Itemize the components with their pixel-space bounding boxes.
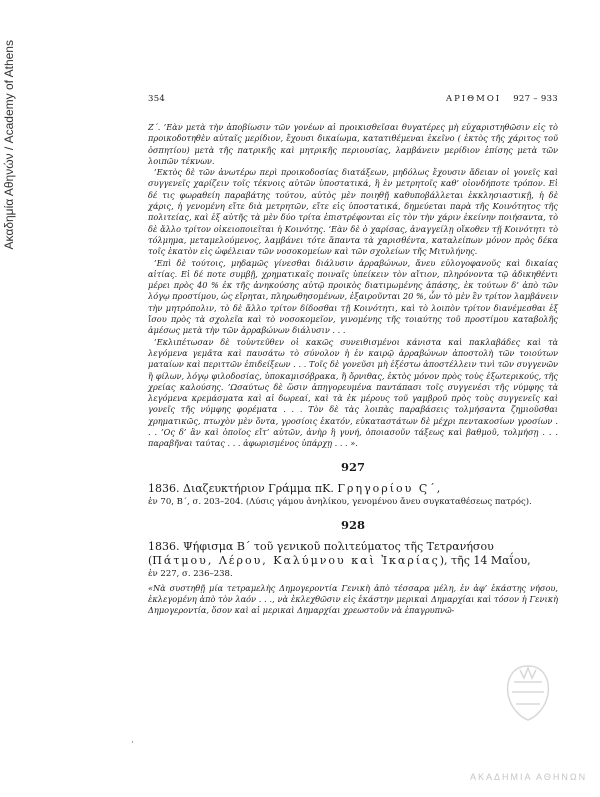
paragraph: ’Επὶ δὲ τούτοις, μηδαμῶς γίνεσθαι διάλυσιν ἀρραβώνων, ἄνευ εὐλογοφανοῦς καὶ δικαίας αἰτίας. Εἰ δέ ποτε συμβῇ, χρηματικαῖς ποιναῖς ὑπείκειν τὸν αἴτιον, πληρόνοντα τῷ ἀδικηθέντι μέρει πρὸς 40 % ἐκ τῆς ἀνηκούσης αὐτῷ προικὸς διατιμωμένης ἁπάσης, ἐκ τούτων δ’ ἀπὸ τῶν λόγῳ προστίμου, ὡς εἴρηται, πληρωθησομένων, ἐξαιροῦνται 20 %, ὧν τὸ μὲν ἓν τρίτον λαμβάνειν τὴν μητρόπολιν, τὸ δὲ ἄλλο τρίτον δίδοσθαι τῇ Κοινότητι, καὶ τὸ λοιπὸν τρίτον διανέμεσθαι ἐξ ἴσου πρὸς τὰ σχολεῖα καὶ τὸ νοσοκομεῖον, γινομένης τῆς τοιαύτης τοῦ προστίμου καταβολῆς ἀμέσως μετὰ τὴν τῶν ἀρραβώνων διάλυσιν . . . — [148, 257, 558, 336]
running-range: 927 – 933 — [513, 94, 558, 104]
archive-side-label: Ακαδημία Αθηνών / Academy of Athens — [2, 40, 16, 250]
entry-source: ἐν 227, σ. 236–238. — [148, 568, 233, 579]
watermark-text: ΑΚΑΔΗΜΙΑ ΑΘΗΝΩΝ — [470, 772, 588, 782]
entry-number-928: 928 — [340, 517, 365, 532]
page-number: 354 — [148, 94, 166, 104]
entry-title-spaced: Πάτμου, Λέρου, Καλύμνου καὶ Ἰκαρίας — [152, 553, 440, 567]
entry-year: 1836. — [148, 481, 180, 495]
entry-number-927: 927 — [340, 459, 365, 474]
entry-title: Ψήφισμα Β΄ τοῦ γενικοῦ πολιτεύματος τῆς Τετρανήσου ( — [148, 539, 494, 567]
entry-heading-927 — [148, 482, 558, 496]
margin-mark: · — [131, 738, 134, 748]
entry-quote: «Νὰ συστηθῇ μία τετραμελὴς Δημογεροντία Γενικὴ ἀπὸ τέσσαρα μέλη, ἐν ἀφ’ ἑκάστης νήσου, ἐκλεγομένη ἀπὸ τὸν λαόν . . ., νὰ ἐκλεχθῶσιν εἰς ἑκάστην μερικαὶ Δημαρχίαι καὶ τόσον ἡ Γενικὴ Δημογεροντία, ὅσον καὶ αἱ μερικαὶ Δημαρχίαι χρεωστοῦν νὰ ἐπαγρυπνῶ- — [148, 582, 558, 616]
paragraph: ’Εκτὸς δὲ τῶν ἀνωτέρω περὶ προικοδοσίας διατάξεων, μηδόλως ἔχουσιν ἄδειαν οἱ γονεῖς καὶ συγγενεῖς χαρίζειν τοῖς τέκνοις αὐτῶν ὑποστατικά, ἢ ἐν μετρητοῖς καθ’ οἱονδήποτε τρόπον. Εἰ δέ τις φωραθείη παραβάτης τούτου, αὐτὸς μὲν ποιηθῇ καθυποβάλλεται ἐκκλησιαστικῇ, ἡ δὲ χάρις, ἡ γενομένη εἴτε διὰ μετρητῶν, εἴτε εἰς ὑποστατικά, δημεύεται παρὰ τῆς Κοινότητος τῆς πολιτείας, καὶ ἐξ αὐτῆς τὰ μὲν δύο τρίτα ἐπιστρέφονται εἰς τὸν τὴν χάριν ἐκείνην ποιήσαντα, τὸ δὲ ἄλλο τρίτον οἰκειοποιεῖται ἡ Κοινότης. ’Εὰν δὲ ὁ χαρίσας, ἀναγγείλῃ οἴκοθεν τῇ Κοινότητι τὸ τόλμημα, μεταμελούμενος, λαμβάνει τότε ἅπαντα τὰ χαρισθέντα, καταλείπων μόνον πρὸς δέκα τοῖς ἑκατὸν εἰς ὠφέλειαν τῶν νοσοκομείων καὶ τῶν σχολείων τῆς Μιτυλήνης. — [148, 167, 558, 257]
entry-title-spaced: Γρηγορίου Ϛ΄, — [337, 481, 443, 495]
entry-heading-928 — [148, 540, 558, 568]
entry-year: 1836. — [148, 539, 180, 553]
page-content — [148, 94, 558, 617]
body-text — [148, 122, 558, 450]
entry-source: ἐν 70, Β΄, σ. 203–204. (Λύσις γάμου ἀνηλίκου, γενομένου ἄνευ συγκαταθέσεως πατρός). — [148, 496, 532, 507]
paragraph: ’Εκλιπέτωσαν δὲ τοὐντεῦθεν οἱ κακῶς συνειθισμένοι κάνιστα καὶ πακλαβάδες καὶ τὰ λεγόμενα γεμᾶτα καὶ παυσάτω τὸ σύνολον ἡ ἐν καιρῷ ἀρραβώνων ἀποστολὴ τῶν τοιούτων ματαίων καὶ περιττῶν ἐπιδείξεων . . . Τοῖς δὲ γονεῦσι μὴ ἐξέστω ἀποστέλλειν τινὶ τῶν συγγενῶν ἢ φίλων, λόγῳ φιλοδοσίας, ὑποκαμισόβρακα, ἢ ὄρνιθας, ἐκτὸς μόνον πρὸς τοὺς ἐξωτερικούς, τῆς χρείας καλούσης. ’Ωσαύτως δὲ ὥσιν ἀπηγορευμένα παντάπασι τοῖς συγγενέσι τῆς νύμφης τὰ λεγόμενα κρεμάσματα καὶ αἱ δωρεαί, καὶ τὰ ἐκ μέρους τοῦ γαμβροῦ πρὸς τοὺς συγγενεῖς καὶ γονεῖς τῆς νύμφης φορέματα . . . Τὸν δὲ τὰς λοιπὰς παραβάσεις τολμήσαντα ζημιοῦσθαι χρηματικῶς, πτωχὸν μὲν ὄντα, γροσίοις ἑκατόν, εὐκαταστάτων δὲ μέχρι πεντακοσίων γροσίων . . . ’Ος δ’ ἂν καὶ ὁποῖος εἴτ’ αὐτῶν, ἀνὴρ ἢ γυνή, ὁποιασοῦν τάξεως καὶ βαθμοῦ, τολμήσῃ . . . παραβῆναι ταύτας . . . ἀφωρισμένος ὑπάρχῃ . . . ». — [148, 336, 558, 449]
entry-title-tail: ), τῆς 14 Μαΐου, — [439, 553, 531, 567]
entry-title: Διαζευκτήριον Γράμμα πΚ. — [183, 481, 334, 495]
running-title: ΑΡΙΘΜΟΙ — [445, 94, 502, 104]
academy-watermark-logo — [468, 660, 588, 730]
running-head — [148, 94, 558, 104]
paragraph: Ζ΄. ’Εὰν μετὰ τὴν ἀποβίωσιν τῶν γονέων αἱ προικισθεῖσαι θυγατέρες μὴ εὐχαριστηθῶσιν εἰς τὸ προικοδοτηθὲν αὐταῖς μερίδιον, ἔχουσι δικαίωμα, κατατιθέμεναι ἐκεῖνο ( ἐκτὸς τῆς χάριτος τοῦ ὀσπητίου) μετὰ τῆς πατρικῆς καὶ μητρικῆς περιουσίας, λαμβάνειν μερίδιον ἐπίσης μετὰ τῶν λοιπῶν τέκνων. — [148, 122, 558, 166]
